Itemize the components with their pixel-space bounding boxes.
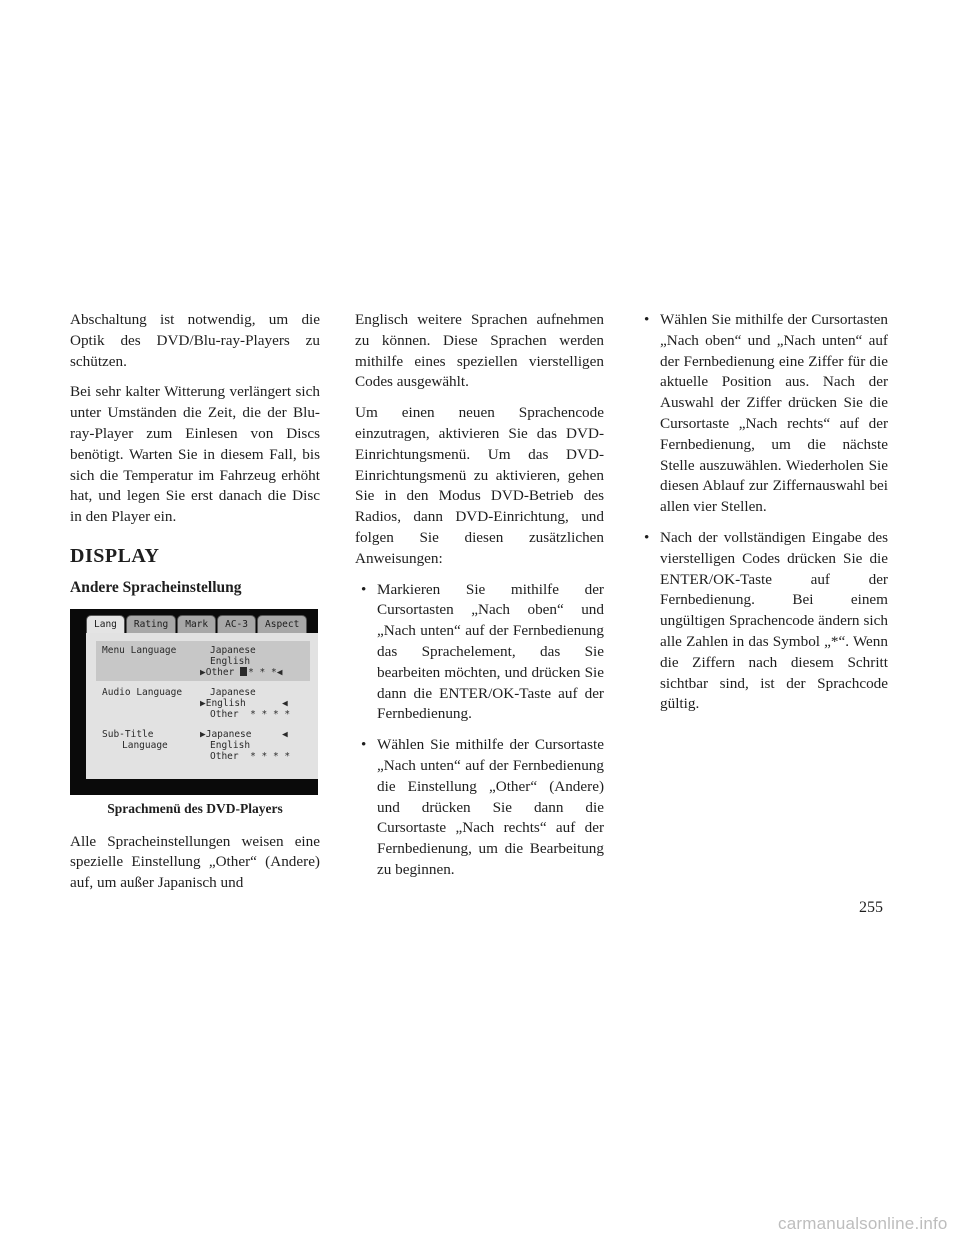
right-arrow-icon: ▶ (200, 697, 206, 709)
list-item: • Nach der vollständigen Eingabe des vierstelligen Codes drücken Sie die ENTER/OK-Taste auf der Fernbedienung. Bei einem ungültigen Sprachencode ändern sich alle Zahlen in das Symbol „*“. Wenn die Ziffern nach diesem Schritt sichtbar sind, ist der Sprachcode gültig. (644, 528, 888, 713)
left-arrow-icon: ◀ (282, 728, 288, 740)
bullet-icon: • (361, 736, 367, 754)
list-item: • Wählen Sie mithilfe der Cursortaste „Nach unten“ auf der Fernbedienung die Einstellung „Other“ (Andere) und drücken Sie dann die Cursortaste „Nach rechts“ auf der Fernbedienung, um die Bearbeitung zu beginnen. (361, 736, 604, 878)
list-item: • Wählen Sie mithilfe der Cursortasten „Nach oben“ und „Nach unten“ auf der Fernbedienung eine Ziffer für die aktuelle Position aus. Nach der Auswahl der Ziffer drücken Sie die Cursortaste „Nach rechts“ auf der Fernbedienung, um die nächste Stelle auszuwählen. Wiederholen Sie diesen Ablauf zur Ziffernauswahl bei allen vier Stellen. (644, 311, 888, 516)
menu-language-label: Menu Language (102, 644, 177, 656)
left-arrow-icon: ◀ (276, 666, 283, 678)
audio-language-label: Audio Language (102, 686, 183, 698)
page-number: 255 (859, 899, 883, 916)
audio-option-japanese: Japanese (210, 686, 256, 698)
instruction-list (355, 580, 604, 881)
figure-caption: Sprachmenü des DVD-Players (107, 800, 283, 816)
left-arrow-icon: ◀ (282, 697, 288, 709)
bullet-icon: • (644, 528, 650, 546)
bullet-icon: • (361, 580, 367, 598)
tab-rating: Rating (126, 615, 176, 633)
audio-other-code: * * * * (250, 708, 291, 720)
menu-option-japanese: Japanese (210, 644, 256, 656)
subtitle-option-other-row (210, 751, 290, 762)
audio-option-other: Other (210, 708, 239, 720)
column-3 (638, 310, 888, 725)
menu-option-other: Other (205, 666, 235, 678)
list-item: • Markieren Sie mithilfe der Cursortasten „Nach oben“ und „Nach unten“ auf der Fernbedienung das Sprachelement, das Sie bearbeiten möchten, und drücken Sie dann die ENTER/OK-Taste auf der Fernbedienung. (361, 580, 604, 723)
paragraph: Englisch weitere Sprachen aufnehmen zu können. Diese Sprachen werden mithilfe eines speziellen vierstelligen Codes ausgewählt. (355, 311, 604, 391)
paragraph: Alle Spracheinstellungen weisen eine spezielle Einstellung „Other“ (Andere) auf, um außer Japanisch und (70, 832, 320, 892)
subtitle-label-1: Sub-Title (102, 728, 154, 740)
tab-mark: Mark (177, 615, 216, 633)
subtitle-other-code: * * * * (250, 750, 291, 762)
right-arrow-icon: ▶ (200, 666, 206, 678)
subtitle-option-english: English (210, 739, 251, 751)
subtitle-option-other: Other (210, 750, 239, 762)
subtitle-option-japanese: Japanese (205, 728, 252, 740)
audio-option-other-row (210, 709, 290, 720)
menu-other-code: * * * (248, 666, 277, 678)
subtitle-option-japanese-row (200, 729, 252, 740)
section-heading: DISPLAY (70, 544, 160, 567)
menu-tabs (86, 615, 308, 633)
subtitle-label-2: Language (122, 739, 168, 751)
cursor-block-icon (240, 667, 247, 676)
audio-option-english-row (200, 698, 246, 709)
watermark: carmanualsonline.info (778, 1214, 948, 1233)
instruction-list (638, 310, 888, 715)
paragraph: Abschaltung ist notwendig, um die Optik des DVD/Blu-ray-Players zu schützen. (70, 311, 320, 370)
subsection-heading: Andere Spracheinstellung (70, 578, 242, 596)
paragraph: Um einen neuen Sprachencode einzutragen, aktivieren Sie das DVD-Einrichtungsmenü. Um das DVD-Einrichtungsmenü zu aktivieren, gehen Sie in den Modus DVD-Betrieb des Radios, dann DVD-Einrichtung, und folgen Sie diesen zusätzlichen Anweisungen: (355, 404, 604, 567)
tab-aspect: Aspect (257, 615, 307, 633)
column-2 (355, 310, 604, 891)
tab-ac3: AC-3 (217, 615, 256, 633)
menu-option-english: English (210, 655, 251, 667)
audio-option-english: English (205, 697, 246, 709)
tab-lang: Lang (86, 615, 125, 633)
menu-panel (86, 633, 318, 779)
paragraph: Bei sehr kalter Witterung verlängert sich unter Umständen die Zeit, die der Blu-ray-Player zum Einlesen von Discs benötigt. Warten Sie in diesem Fall, bis sich die Temperatur im Fahrzeug erhöht hat, und legen Sie erst danach die Disc in den Player ein. (70, 383, 320, 526)
column-1 (70, 310, 320, 904)
dvd-language-menu-figure (70, 609, 318, 795)
bullet-icon: • (644, 311, 650, 328)
right-arrow-icon: ▶ (200, 728, 206, 740)
menu-option-other-row (200, 667, 282, 678)
